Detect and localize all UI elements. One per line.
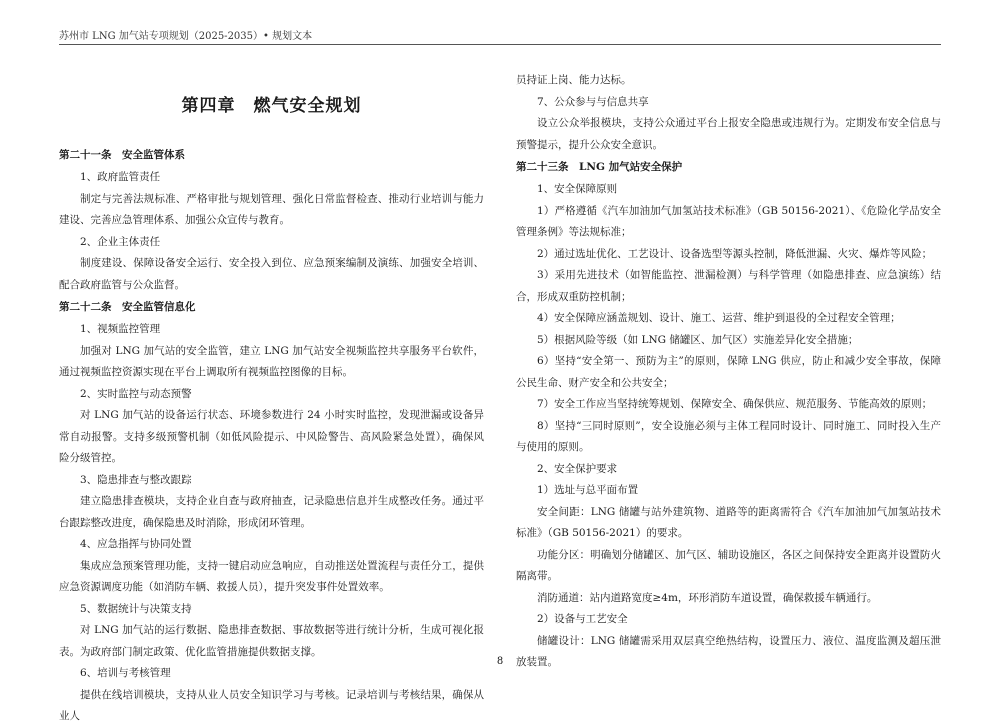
section-heading: 2、企业主体责任 bbox=[80, 235, 161, 248]
paragraph: 3）采用先进技术（如智能监控、泄漏检测）与科学管理（如隐患排查、应急演练）结合，形成双重防控机制； bbox=[516, 269, 941, 303]
paragraph: 5）根据风险等级（如 LNG 储罐区、加气区）实施差异化安全措施； bbox=[537, 333, 859, 346]
paragraph: 4）安全保障应涵盖规划、设计、施工、运营、维护到退役的全过程安全管理； bbox=[537, 312, 901, 324]
paragraph: 1）严格遵循《汽车加油加气加氢站技术标准》（GB 50156-2021）、《危险化学品安全管理条例》等法规标准； bbox=[516, 204, 941, 238]
paragraph: 员持证上岗、能力达标。 bbox=[516, 74, 632, 86]
section-heading: 1、安全保障原则 bbox=[537, 183, 618, 195]
paragraph: 制定与完善法规标准、严格审批与规划管理、强化日常监督检查、推动行业培训与能力建设、完善应急管理体系、加强公众宣传与教育。 bbox=[59, 192, 484, 226]
article-heading: 第二十三条 LNG 加气站安全保护 bbox=[516, 161, 683, 173]
section-heading: 6、培训与考核管理 bbox=[80, 667, 171, 679]
running-header: 苏州市 LNG 加气站专项规划（2025-2035）• 规划文本 bbox=[59, 31, 313, 42]
paragraph: 8）坚持“三同时原则”，安全设施必须与主体工程同时设计、同时施工、同时投入生产与使用的原则。 bbox=[516, 419, 941, 453]
paragraph: 制度建设、保障设备安全运行、安全投入到位、应急预案编制及演练、加强安全培训、配合政府监管与公众监督。 bbox=[59, 257, 484, 291]
section-heading: 2）设备与工艺安全 bbox=[537, 613, 628, 625]
header-divider bbox=[59, 44, 941, 45]
section-heading: 2、实时监控与动态预警 bbox=[80, 387, 192, 400]
section-heading: 1、视频监控管理 bbox=[80, 323, 161, 335]
paragraph: 提供在线培训模块，支持从业人员安全知识学习与考核。记录培训与考核结果，确保从业人 bbox=[59, 688, 484, 722]
chapter-title: 第四章 燃气安全规划 bbox=[181, 96, 362, 116]
right-column bbox=[516, 70, 941, 674]
paragraph: 功能分区：明确划分储罐区、加气区、辅助设施区，各区之间保持安全距离并设置防火隔离带。 bbox=[516, 548, 941, 582]
article-heading: 第二十一条 安全监管体系 bbox=[59, 149, 185, 161]
paragraph: 设立公众举报模块，支持公众通过平台上报安全隐患或违规行为。定期发布安全信息与预警提示，提升公众安全意识。 bbox=[516, 117, 941, 151]
section-heading: 2、安全保护要求 bbox=[537, 462, 618, 475]
right-column-body bbox=[516, 70, 941, 674]
paragraph: 加强对 LNG 加气站的安全监管，建立 LNG 加气站安全视频监控共享服务平台软件，通过视频监控资源实现在平台上调取所有视频监控图像的目标。 bbox=[59, 344, 484, 378]
section-heading: 3、隐患排查与整改跟踪 bbox=[80, 473, 192, 486]
paragraph: 7）安全工作应当坚持统筹规划、保障安全、确保供应、规范服务、节能高效的原则； bbox=[537, 398, 933, 410]
paragraph: 对 LNG 加气站的运行数据、隐患排查数据、事故数据等进行统计分析，生成可视化报表。为政府部门制定政策、优化监管措施提供数据支撑。 bbox=[59, 624, 484, 658]
section-heading: 1、政府监管责任 bbox=[80, 171, 161, 183]
article-heading: 第二十二条 安全监管信息化 bbox=[59, 301, 196, 313]
paragraph: 消防通道：站内道路宽度≥4m，环形消防车道设置，确保救援车辆通行。 bbox=[537, 591, 878, 604]
section-heading: 4、应急指挥与协同处置 bbox=[80, 538, 192, 550]
section-heading: 7、公众参与与信息共享 bbox=[537, 95, 649, 108]
paragraph: 储罐设计：LNG 储罐需采用双层真空绝热结构，设置压力、液位、温度监测及超压泄放装置。 bbox=[516, 634, 941, 668]
page-number: 8 bbox=[496, 656, 504, 667]
paragraph: 对 LNG 加气站的设备运行状态、环境参数进行 24 小时实时监控，发现泄漏或设备异常自动报警。支持多级预警机制（如低风险提示、中风险警告、高风险紧急处置），确保风险分级管控。 bbox=[59, 409, 484, 464]
paragraph: 6）坚持“安全第一、预防为主”的原则，保障 LNG 供应，防止和减少安全事故，保障公民生命、财产安全和公共安全； bbox=[516, 355, 941, 389]
section-heading: 5、数据统计与决策支持 bbox=[80, 602, 192, 615]
left-column bbox=[59, 57, 484, 728]
left-column-body bbox=[59, 144, 484, 728]
paragraph: 安全间距：LNG 储罐与站外建筑物、道路等的距离需符合《汽车加油加气加氢站技术标准》（GB 50156-2021）的要求。 bbox=[516, 505, 941, 539]
section-heading: 1）选址与总平面布置 bbox=[537, 484, 639, 496]
paragraph: 集成应急预案管理功能，支持一键启动应急响应，自动推送处置流程与责任分工，提供应急资源调度功能（如消防车辆、救援人员），提升突发事件处置效率。 bbox=[59, 559, 484, 593]
paragraph: 2）通过选址优化、工艺设计、设备选型等源头控制，降低泄漏、火灾、爆炸等风险； bbox=[537, 247, 933, 260]
paragraph: 建立隐患排查模块，支持企业自查与政府抽查，记录隐患信息并生成整改任务。通过平台跟踪整改进度，确保隐患及时消除，形成闭环管理。 bbox=[59, 495, 484, 529]
